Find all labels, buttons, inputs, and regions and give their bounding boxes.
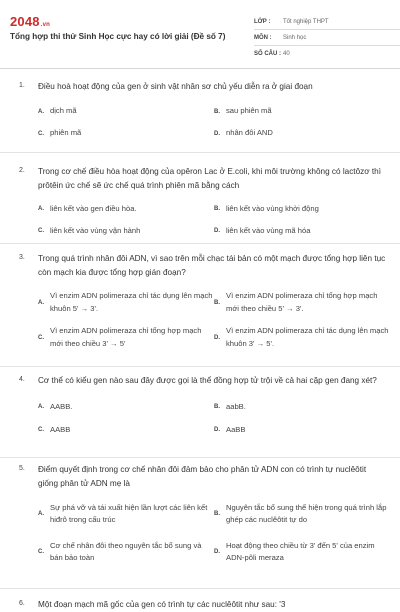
option-label: B.: [214, 404, 220, 410]
question-6: [0, 589, 400, 609]
option-label: D.: [214, 130, 220, 137]
meta-row-class: [254, 14, 400, 30]
option-d[interactable]: [214, 533, 390, 571]
option-b[interactable]: [214, 198, 390, 220]
site-logo[interactable]: [10, 14, 50, 29]
question-3: [0, 244, 400, 367]
option-a[interactable]: [38, 285, 214, 320]
meta-label: LỚP :: [254, 18, 271, 25]
question-number: 1.: [19, 82, 25, 89]
option-c[interactable]: [38, 220, 214, 242]
option-text: AABB: [50, 424, 71, 434]
question-number: 5.: [19, 465, 25, 472]
meta-label: SỐ CÂU :: [254, 50, 281, 57]
meta-value: 40: [283, 50, 290, 57]
option-c[interactable]: [38, 533, 214, 571]
option-label: C.: [38, 228, 44, 234]
option-b[interactable]: [214, 495, 390, 533]
meta-row-count: [254, 46, 400, 61]
option-label: A.: [38, 108, 44, 115]
option-text: Vì enzim ADN polimeraza chỉ tác dụng lên mạch khuôn 3' → 5'.: [226, 326, 389, 348]
option-label: B.: [214, 206, 220, 212]
option-text: Nguyên tắc bổ sung thể hiện trong quá trình lắp ghép các nuclêôtit tự do: [226, 502, 387, 524]
logo-text: 2048: [10, 14, 40, 29]
option-label: A.: [38, 299, 44, 306]
option-label: A.: [38, 206, 44, 212]
option-d[interactable]: [214, 220, 390, 242]
option-text: AaBB: [226, 424, 246, 434]
option-label: D.: [214, 228, 220, 234]
option-c[interactable]: [38, 123, 214, 145]
option-b[interactable]: [214, 396, 390, 419]
option-a[interactable]: [38, 101, 214, 123]
option-label: C.: [38, 427, 44, 433]
option-c[interactable]: [38, 419, 214, 442]
meta-label: MÔN :: [254, 34, 272, 41]
option-label: C.: [38, 334, 44, 341]
option-text: Sự phá vỡ và tái xuất hiện lần lượt các liên kết hiđrô trong cấu trúc: [50, 502, 208, 524]
question-text: Một đoạn mạch mã gốc của gen có trình tự các nuclêôtit như sau: '3: [38, 600, 286, 609]
logo-suffix: .vn: [40, 22, 51, 28]
question-list: [0, 70, 400, 609]
question-4: [0, 367, 400, 458]
option-b[interactable]: [214, 101, 390, 123]
option-text: Hoạt động theo chiều từ 3' đến 5' của enzim ADN-pôli meraza: [226, 540, 375, 562]
answer-options: [38, 495, 388, 571]
option-label: B.: [214, 511, 220, 517]
option-text: phiên mã: [50, 128, 82, 138]
option-a[interactable]: [38, 396, 214, 419]
option-label: A.: [38, 404, 44, 410]
header-divider: [0, 68, 400, 69]
option-text: nhân đôi AND: [226, 128, 273, 138]
option-text: AABB.: [50, 401, 73, 411]
question-5: [0, 458, 400, 589]
question-text: Cơ thể có kiểu gen nào sau đây được gọi là thể đồng hợp tử trội về cả hai cặp gen đang xét?: [38, 376, 377, 385]
option-d[interactable]: [214, 123, 390, 145]
option-label: D.: [214, 334, 220, 341]
option-label: C.: [38, 130, 44, 137]
option-text: Cơ chế nhân đôi theo nguyên tắc bổ sung và bán bảo toàn: [50, 540, 202, 562]
question-number: 3.: [19, 254, 25, 261]
document-title: Tổng hợp thi thử Sinh Học cực hay có lời giải (Đề số 7): [10, 32, 226, 41]
option-text: Vì enzim ADN polimeraza chỉ tổng hợp mạch mới theo chiều 5' → 3'.: [226, 291, 378, 313]
option-label: A.: [38, 511, 44, 517]
answer-options: [38, 198, 388, 242]
meta-table: [254, 14, 400, 61]
question-text: Trong quá trình nhân đôi ADN, vì sao trên mỗi chạc tái bản có một mạch được tổng hợp liên tục còn mạch kia được tổng hợp gián đoạn?: [38, 254, 386, 277]
option-label: B.: [214, 108, 220, 115]
question-text: Điểm quyết định trong cơ chế nhân đôi đảm bảo cho phân tử ADN con có trình tự nuclêôtit giống phân tử ADN mẹ là: [38, 465, 367, 488]
option-text: Vì enzim ADN polimeraza chỉ tác dụng lên mạch khuôn 5' → 3'.: [50, 291, 213, 313]
option-a[interactable]: [38, 198, 214, 220]
answer-options: [38, 101, 388, 145]
option-label: D.: [214, 427, 220, 433]
option-label: C.: [38, 549, 44, 555]
question-number: 6.: [19, 600, 25, 607]
question-text: Trong cơ chế điều hòa hoạt động của opêron Lac ở E.coli, khi môi trường không có lactôzơ thì prôtêin ức chế sẽ ức chế quá trình phiên mã bằng cách: [38, 167, 381, 190]
option-text: sau phiên mã: [226, 106, 272, 116]
option-a[interactable]: [38, 495, 214, 533]
answer-options: [38, 285, 388, 355]
option-text: Vì enzim ADN polimeraza chỉ tổng hợp mạch mới theo chiều 3' → 5': [50, 326, 202, 348]
option-label: B.: [214, 299, 220, 306]
question-2: [0, 153, 400, 244]
meta-value: Sinh học: [283, 34, 307, 41]
option-text: liên kết vào vùng khởi động: [226, 203, 319, 213]
question-text: Điều hoà hoạt động của gen ở sinh vật nhân sơ chủ yếu diễn ra ở giai đoạn: [38, 82, 313, 91]
option-text: liên kết vào vùng vận hành: [50, 225, 141, 235]
question-1: [0, 70, 400, 153]
question-number: 2.: [19, 167, 25, 174]
question-number: 4.: [19, 376, 25, 383]
option-d[interactable]: [214, 320, 390, 355]
option-label: D.: [214, 549, 220, 555]
document-header: [10, 14, 390, 66]
answer-options: [38, 396, 388, 442]
option-c[interactable]: [38, 320, 214, 355]
meta-value: Tốt nghiệp THPT: [283, 18, 329, 25]
option-b[interactable]: [214, 285, 390, 320]
option-text: aabB.: [226, 401, 246, 411]
option-d[interactable]: [214, 419, 390, 442]
meta-row-subject: [254, 30, 400, 46]
option-text: liên kết vào vùng mã hóa: [226, 225, 311, 235]
option-text: dịch mã: [50, 106, 77, 116]
option-text: liên kết vào gen điều hòa.: [50, 203, 137, 213]
